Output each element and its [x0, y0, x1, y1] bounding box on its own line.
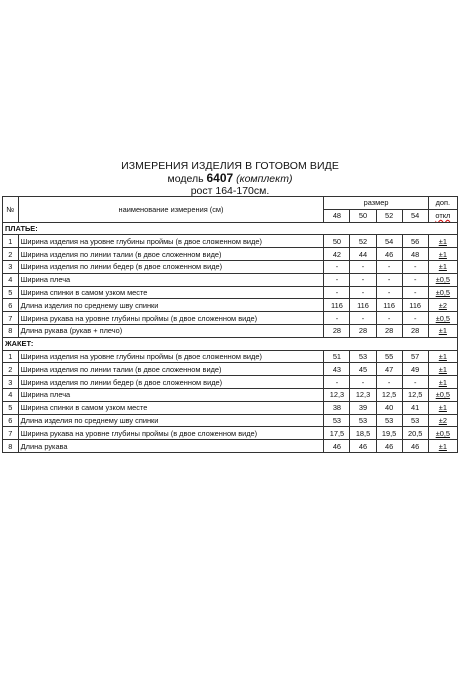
value-cell: 45: [350, 363, 376, 376]
value-cell: -: [350, 273, 376, 286]
measurement-name: Длина изделия по среднему шву спинки: [18, 299, 324, 312]
row-number: 1: [3, 350, 19, 363]
tolerance-cell: ±0,5: [428, 312, 457, 325]
value-cell: -: [376, 286, 402, 299]
value-cell: -: [350, 312, 376, 325]
tolerance-cell: ±1: [428, 260, 457, 273]
value-cell: -: [324, 273, 350, 286]
tolerance-cell: ±1: [428, 350, 457, 363]
section-row: [3, 222, 458, 235]
row-number: 8: [3, 440, 19, 453]
tolerance-cell: ±0,5: [428, 427, 457, 440]
value-cell: 28: [402, 324, 428, 337]
value-cell: 12,3: [324, 388, 350, 401]
size-cell: 54: [402, 209, 428, 222]
value-cell: -: [376, 260, 402, 273]
value-cell: 116: [324, 299, 350, 312]
value-cell: 56: [402, 235, 428, 248]
value-cell: 53: [350, 350, 376, 363]
table-row: [3, 440, 458, 453]
value-cell: -: [402, 286, 428, 299]
header-row: [3, 197, 458, 210]
tolerance-cell: ±1: [428, 235, 457, 248]
row-number: 7: [3, 312, 19, 325]
value-cell: 53: [376, 414, 402, 427]
table-row: [3, 286, 458, 299]
value-cell: -: [402, 312, 428, 325]
value-cell: 28: [324, 324, 350, 337]
value-cell: 47: [376, 363, 402, 376]
section-title: ПЛАТЬЕ:: [3, 222, 458, 235]
value-cell: 41: [402, 401, 428, 414]
row-number: 5: [3, 401, 19, 414]
tolerance-cell: ±1: [428, 376, 457, 389]
row-number: 2: [3, 363, 19, 376]
value-cell: 28: [350, 324, 376, 337]
document-title: ИЗМЕРЕНИЯ ИЗДЕЛИЯ В ГОТОВОМ ВИДЕ: [121, 160, 339, 172]
measurement-name: Ширина изделия на уровне глубины проймы (в двое сложенном виде): [18, 235, 324, 248]
value-cell: 12,3: [350, 388, 376, 401]
value-cell: 57: [402, 350, 428, 363]
table-row: [3, 260, 458, 273]
value-cell: 20,5: [402, 427, 428, 440]
value-cell: 43: [324, 363, 350, 376]
size-cell: 50: [350, 209, 376, 222]
value-cell: 46: [376, 440, 402, 453]
row-number: 7: [3, 427, 19, 440]
measurement-name: Ширина изделия по линии талии (в двое сложенном виде): [18, 363, 324, 376]
value-cell: 52: [350, 235, 376, 248]
measurement-name: Длина рукава: [18, 440, 324, 453]
value-cell: -: [402, 260, 428, 273]
table-row: [3, 350, 458, 363]
col-num-header: №: [3, 197, 19, 223]
col-size-header: размер: [324, 197, 428, 210]
measurement-name: Ширина изделия на уровне глубины проймы (в двое сложенном виде): [18, 350, 324, 363]
measurement-name: Ширина изделия по линии бедер (в двое сложенном виде): [18, 376, 324, 389]
row-number: 2: [3, 248, 19, 261]
value-cell: 55: [376, 350, 402, 363]
value-cell: -: [350, 376, 376, 389]
value-cell: 116: [376, 299, 402, 312]
value-cell: 44: [350, 248, 376, 261]
table-row: [3, 427, 458, 440]
tolerance-cell: ±0,5: [428, 388, 457, 401]
tolerance-cell: ±2: [428, 414, 457, 427]
model-suffix: (комплект): [236, 173, 293, 185]
value-cell: 38: [324, 401, 350, 414]
value-cell: 51: [324, 350, 350, 363]
table-row: [3, 273, 458, 286]
tolerance-cell: ±0,5: [428, 286, 457, 299]
measurement-name: Длина изделия по среднему шву спинки: [18, 414, 324, 427]
col-name-header: наименование измерения (см): [18, 197, 324, 223]
measurement-name: Ширина плеча: [18, 388, 324, 401]
value-cell: 46: [350, 440, 376, 453]
value-cell: 116: [402, 299, 428, 312]
measurement-name: Ширина спинки в самом узком месте: [18, 401, 324, 414]
value-cell: 50: [324, 235, 350, 248]
row-number: 1: [3, 235, 19, 248]
value-cell: 48: [402, 248, 428, 261]
table-row: [3, 312, 458, 325]
value-cell: 46: [324, 440, 350, 453]
measurement-name: Ширина рукава на уровне глубины проймы (в двое сложенном виде): [18, 427, 324, 440]
value-cell: 12,5: [376, 388, 402, 401]
table-row: [3, 363, 458, 376]
table-row: [3, 376, 458, 389]
value-cell: -: [376, 273, 402, 286]
row-number: 4: [3, 388, 19, 401]
table-row: [3, 248, 458, 261]
value-cell: -: [402, 376, 428, 389]
value-cell: 42: [324, 248, 350, 261]
size-cell: 48: [324, 209, 350, 222]
measurement-name: Длина рукава (рукав + плечо): [18, 324, 324, 337]
value-cell: -: [350, 286, 376, 299]
model-line: [0, 172, 460, 186]
section-row: [3, 337, 458, 350]
value-cell: 19,5: [376, 427, 402, 440]
value-cell: 46: [402, 440, 428, 453]
value-cell: 53: [402, 414, 428, 427]
value-cell: 17,5: [324, 427, 350, 440]
value-cell: -: [324, 286, 350, 299]
section-title: ЖАКЕТ:: [3, 337, 458, 350]
tolerance-cell: ±0,5: [428, 273, 457, 286]
value-cell: 12,5: [402, 388, 428, 401]
tolerance-cell: ±1: [428, 363, 457, 376]
row-number: 5: [3, 286, 19, 299]
tolerance-cell: ±1: [428, 401, 457, 414]
measurement-name: Ширина изделия по линии талии (в двое сложенном виде): [18, 248, 324, 261]
value-cell: 39: [350, 401, 376, 414]
value-cell: -: [376, 312, 402, 325]
table-row: [3, 401, 458, 414]
col-tol-header-2: откл: [428, 209, 457, 222]
row-number: 4: [3, 273, 19, 286]
value-cell: 54: [376, 235, 402, 248]
value-cell: 46: [376, 248, 402, 261]
table-row: [3, 235, 458, 248]
row-number: 3: [3, 376, 19, 389]
value-cell: 116: [350, 299, 376, 312]
measurement-name: Ширина плеча: [18, 273, 324, 286]
value-cell: 40: [376, 401, 402, 414]
value-cell: -: [324, 260, 350, 273]
value-cell: 49: [402, 363, 428, 376]
size-cell: 52: [376, 209, 402, 222]
value-cell: -: [402, 273, 428, 286]
table-row: [3, 414, 458, 427]
row-number: 3: [3, 260, 19, 273]
measurements-table: [2, 196, 458, 453]
value-cell: -: [350, 260, 376, 273]
value-cell: -: [324, 312, 350, 325]
model-number: 6407: [206, 171, 234, 185]
measurement-name: Ширина рукава на уровне глубины проймы (в двое сложенном виде): [18, 312, 324, 325]
tolerance-cell: ±1: [428, 440, 457, 453]
model-prefix: модель: [167, 173, 204, 185]
row-number: 6: [3, 299, 19, 312]
tolerance-cell: ±2: [428, 299, 457, 312]
tolerance-cell: ±1: [428, 248, 457, 261]
col-tol-header: доп.: [428, 197, 457, 210]
tolerance-cell: ±1: [428, 324, 457, 337]
value-cell: 28: [376, 324, 402, 337]
height-range: рост 164-170см.: [190, 185, 270, 197]
value-cell: 53: [324, 414, 350, 427]
value-cell: 18,5: [350, 427, 376, 440]
value-cell: -: [324, 376, 350, 389]
table-row: [3, 299, 458, 312]
value-cell: -: [376, 376, 402, 389]
row-number: 8: [3, 324, 19, 337]
value-cell: 53: [350, 414, 376, 427]
measurement-name: Ширина спинки в самом узком месте: [18, 286, 324, 299]
measurement-name: Ширина изделия по линии бедер (в двое сложенном виде): [18, 260, 324, 273]
row-number: 6: [3, 414, 19, 427]
table-row: [3, 324, 458, 337]
table-row: [3, 388, 458, 401]
